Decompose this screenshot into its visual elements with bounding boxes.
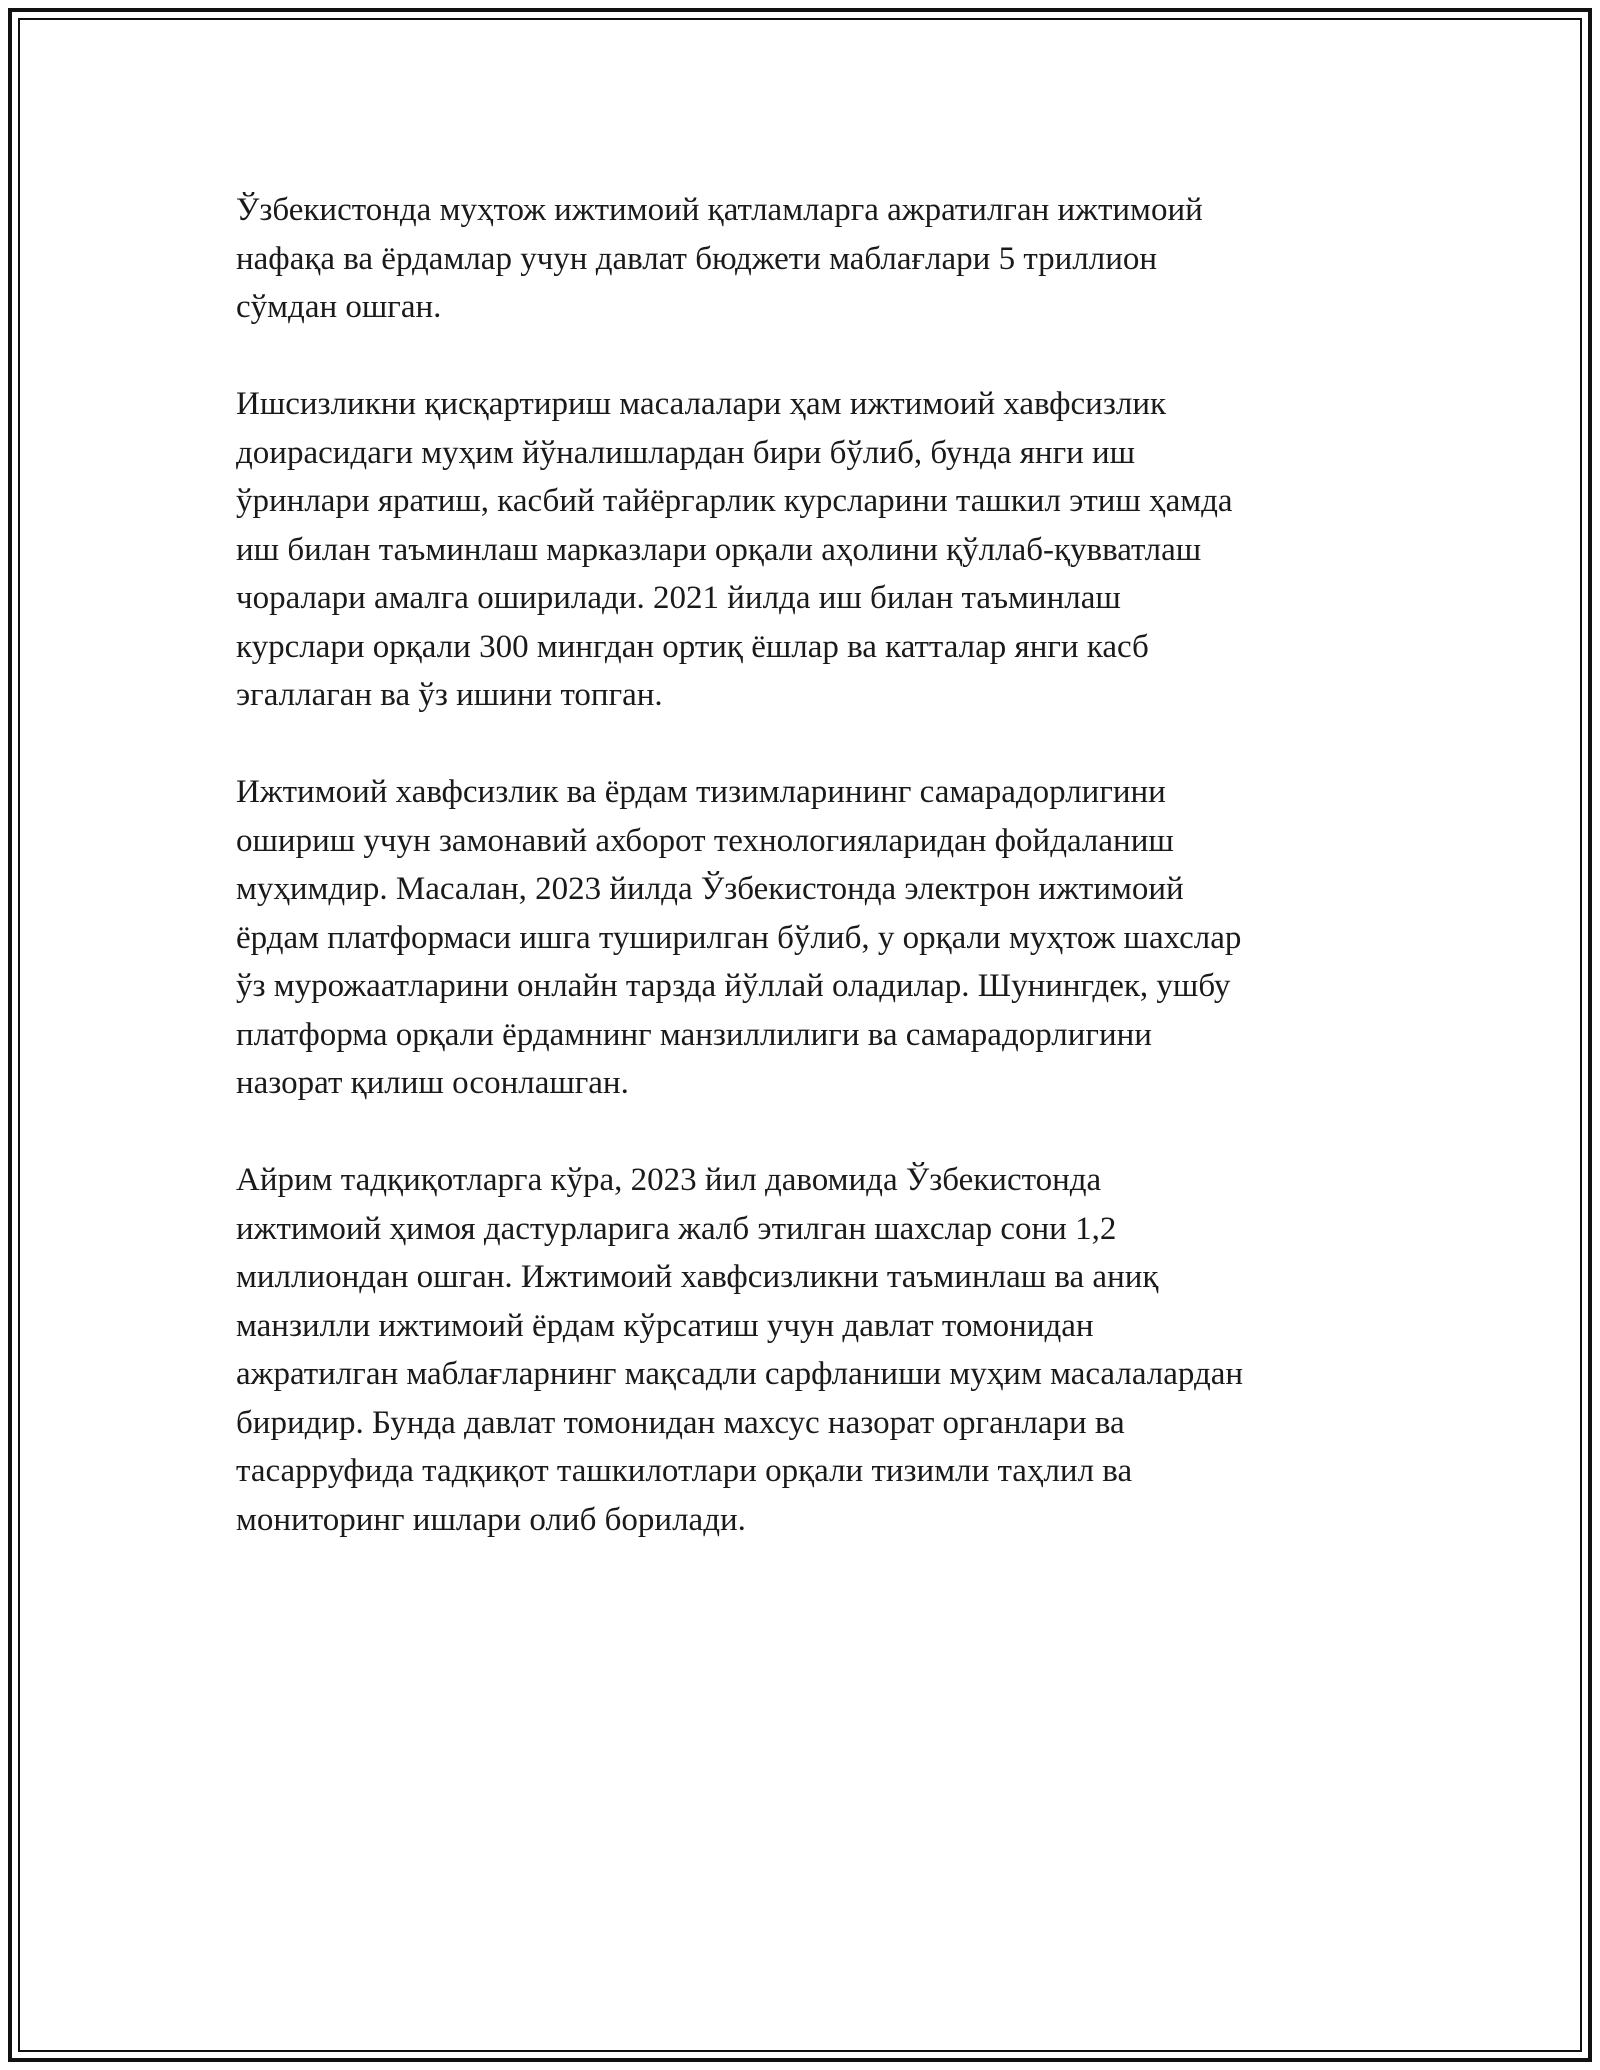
text-line: ўринлари яратиш, касбий тайёргарлик курсларини ташкил этиш ҳамда — [236, 483, 1233, 519]
text-line: Ўзбекистонда муҳтож ижтимоий қатламларга ажратилган ижтимоий — [236, 192, 1203, 228]
text-line: ўз мурожаатларини онлайн тарзда йўллай оладилар. Шунингдек, ушбу — [236, 968, 1231, 1004]
text-line: манзилли ижтимоий ёрдам кўрсатиш учун давлат томонидан — [236, 1307, 1094, 1344]
text-line: чоралари амалга оширилади. 2021 йилда иш билан таъминлаш — [236, 580, 1121, 616]
text-line: назорат қилиш осонлашган. — [236, 1065, 629, 1101]
text-line: эгаллаган ва ўз ишини топган. — [236, 677, 663, 713]
text-line: муҳимдир. Масалан, 2023 йилда Ўзбекистонда электрон ижтимоий — [236, 871, 1184, 907]
document-body — [236, 186, 1366, 1593]
text-line: Ижтимоий хавфсизлик ва ёрдам тизимларининг самарадорлигини — [236, 774, 1166, 810]
text-line: миллиондан ошган. Ижтимоий хавфсизликни таъминлаш ва аниқ — [236, 1259, 1159, 1295]
text-line: сўмдан ошган. — [236, 289, 442, 325]
text-line: доирасидаги муҳим йўналишлардан бири бўлиб, бунда янги иш — [236, 434, 1136, 471]
text-line: иш билан таъминлаш марказлари орқали аҳолини қўллаб-қувватлаш — [236, 531, 1202, 568]
paragraph-digital-platform — [236, 768, 1366, 1108]
text-line: ажратилган маблағларнинг мақсадли сарфланиши муҳим масалалардан — [236, 1356, 1244, 1392]
text-line: ошириш учун замонавий ахборот технологияларидан фойдаланиш — [236, 822, 1174, 859]
text-line: платформа орқали ёрдамнинг манзиллилиги ва самарадорлигини — [236, 1016, 1152, 1053]
text-line: ижтимоий ҳимоя дастурларига жалб этилган шахслар сони 1,2 — [236, 1210, 1117, 1247]
text-line: тасарруфида тадқиқот ташкилотлари орқали тизимли таҳлил ва — [236, 1453, 1133, 1489]
text-line: ёрдам платформаси ишга туширилган бўлиб, у орқали муҳтож шахслар — [236, 919, 1242, 956]
text-line: биридир. Бунда давлат томонидан махсус назорат органлари ва — [236, 1404, 1125, 1441]
paragraph-unemployment — [236, 380, 1366, 720]
text-line: курслари орқали 300 мингдан ортиқ ёшлар ва катталар янги касб — [236, 628, 1149, 665]
text-line: мониторинг ишлари олиб борилади. — [236, 1501, 746, 1538]
paragraph-social-protection — [236, 1156, 1366, 1544]
text-line: Ишсизликни қисқартириш масалалари ҳам ижтимоий хавфсизлик — [236, 386, 1167, 422]
text-line: нафақа ва ёрдамлар учун давлат бюджети маблағлари 5 триллион — [236, 240, 1158, 277]
paragraph-social-benefits — [236, 186, 1366, 332]
text-line: Айрим тадқиқотларга кўра, 2023 йил давомида Ўзбекистонда — [236, 1162, 1102, 1198]
